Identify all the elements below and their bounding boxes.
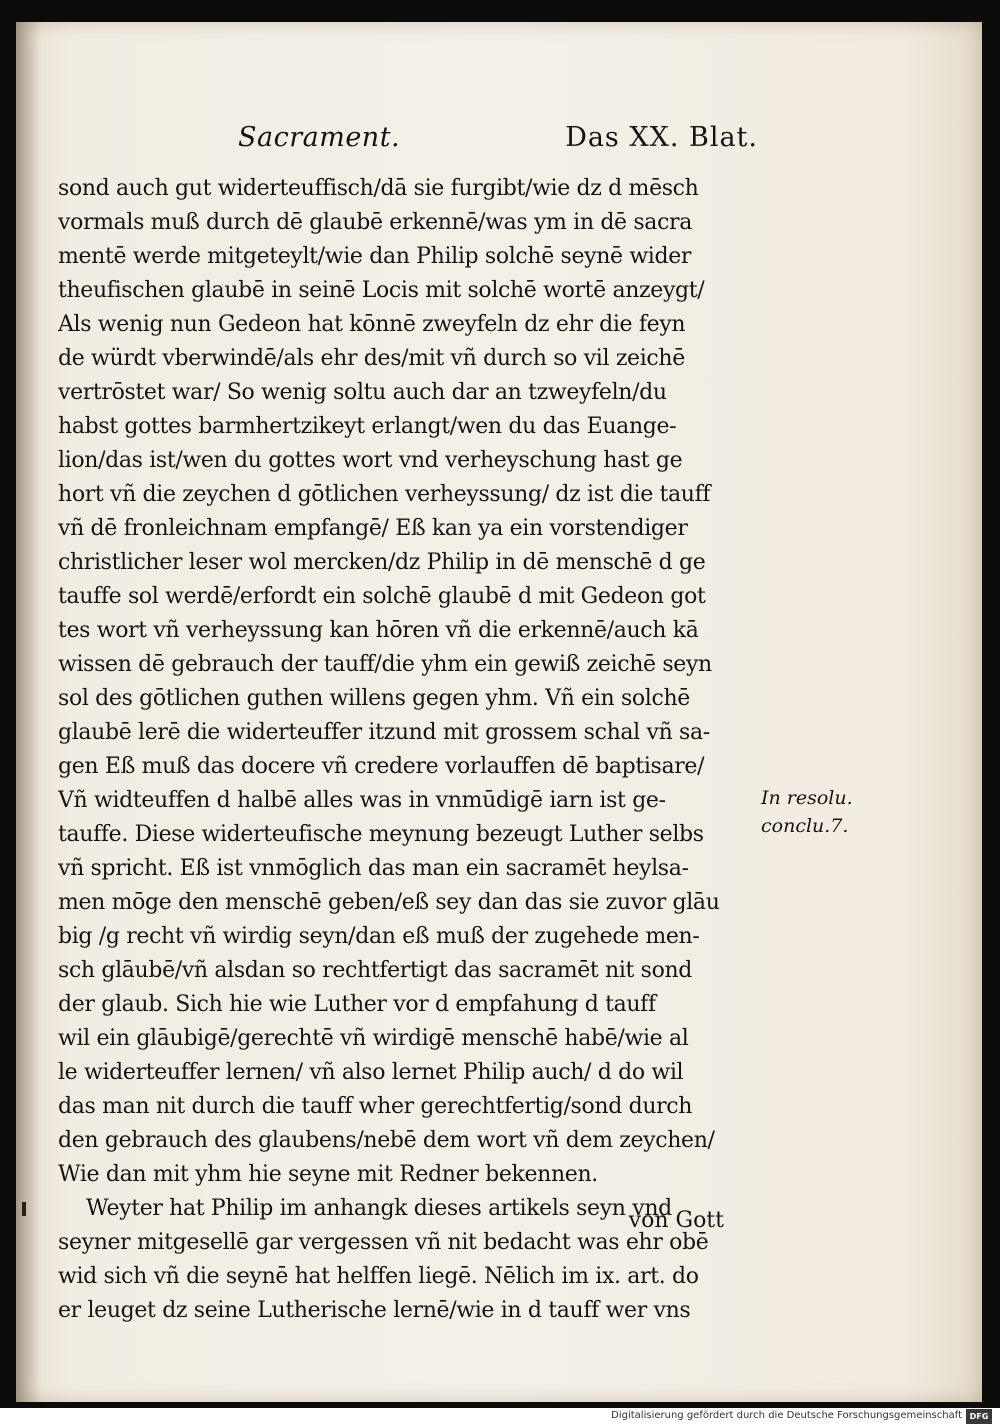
text-line: le widerteuffer lernen/ vñ also lernet Philip auch/ d do wil bbox=[58, 1060, 684, 1085]
gutter-shadow bbox=[16, 22, 42, 1402]
text-line: gen Eß muß das docere vñ credere vorlauffen dē baptisare/ bbox=[58, 754, 705, 779]
text-line: vñ dē fronleichnam empfangē/ Eß kan ya ein vorstendiger bbox=[58, 516, 688, 541]
footer-bar bbox=[0, 1408, 1000, 1427]
text-line: wissen dē gebrauch der tauff/die yhm ein gewiß zeichē seyn bbox=[58, 652, 712, 677]
text-line: habst gottes barmhertzikeyt erlangt/wen du das Euange- bbox=[58, 414, 677, 439]
text-line: de würdt vberwindē/als ehr des/mit vñ durch so vil zeichē bbox=[58, 346, 685, 371]
funding-credit: Digitalisierung gefördert durch die Deutsche Forschungsgemeinschaft bbox=[611, 1410, 962, 1421]
text-line: hort vñ die zeychen d gōtlichen verheyssung/ dz ist die tauff bbox=[58, 482, 711, 507]
text-line: er leuget dz seine Lutherische lernē/wie in d tauff wer vns bbox=[58, 1298, 691, 1323]
header-title: Sacrament. bbox=[238, 122, 401, 153]
text-line: seyner mitgesellē gar vergessen vñ nit bedacht was ehr obē bbox=[58, 1230, 709, 1255]
text-line: Vñ widteuffen d halbē alles was in vnmūdigē iarn ist ge- bbox=[58, 788, 666, 813]
text-line: mentē werde mitgeteylt/wie dan Philip solchē seynē wider bbox=[58, 244, 692, 269]
text-line: glaubē lerē die widerteuffer itzund mit grossem schal vñ sa- bbox=[58, 720, 710, 745]
text-line: wid sich vñ die seynē hat helffen liegē. Nēlich im ix. art. do bbox=[58, 1264, 699, 1289]
text-line: Als wenig nun Gedeon hat kōnnē zweyfeln dz ehr die feyn bbox=[58, 312, 686, 337]
running-header bbox=[238, 122, 758, 162]
paragraph-start-line: Weyter hat Philip im anhangk dieses artikels seyn vnd bbox=[86, 1196, 672, 1221]
marginal-note-line: conclu.7. bbox=[761, 815, 849, 837]
text-line: tauffe sol werdē/erfordt ein solchē glaubē d mit Gedeon got bbox=[58, 584, 706, 609]
text-line: theufischen glaubē in seinē Locis mit solchē wortē anzeygt/ bbox=[58, 278, 705, 303]
catchword: von Gott bbox=[628, 1208, 724, 1233]
text-line: vormals muß durch dē glaubē erkennē/was ym in dē sacra bbox=[58, 210, 692, 235]
text-line: sond auch gut widerteuffisch/dā sie furgibt/wie dz d mēsch bbox=[58, 176, 699, 201]
dfg-logo: DFG bbox=[966, 1409, 992, 1424]
text-line: der glaub. Sich hie wie Luther vor d empfahung d tauff bbox=[58, 992, 656, 1017]
marginal-note bbox=[761, 784, 891, 840]
body-text bbox=[58, 172, 758, 1328]
text-line: men mōge den menschē geben/eß sey dan das sie zuvor glāu bbox=[58, 890, 720, 915]
margin-mark bbox=[22, 1202, 26, 1216]
text-line: sch glāubē/vñ alsdan so rechtfertigt das sacramēt nit sond bbox=[58, 958, 693, 983]
text-line: Wie dan mit yhm hie seyne mit Redner bekennen. bbox=[58, 1162, 598, 1187]
text-line: vertrōstet war/ So wenig soltu auch dar an tzweyfeln/du bbox=[58, 380, 667, 405]
text-line: das man nit durch die tauff wher gerechtfertig/sond durch bbox=[58, 1094, 693, 1119]
text-line: wil ein glāubigē/gerechtē vñ wirdigē menschē habē/wie al bbox=[58, 1026, 689, 1051]
text-line: vñ spricht. Eß ist vnmōglich das man ein sacramēt heylsa- bbox=[58, 856, 689, 881]
marginal-note-line: In resolu. bbox=[761, 787, 853, 809]
text-line: lion/das ist/wen du gottes wort vnd verheyschung hast ge bbox=[58, 448, 683, 473]
text-line: den gebrauch des glaubens/nebē dem wort vñ dem zeychen/ bbox=[58, 1128, 715, 1153]
header-folio: Das XX. Blat. bbox=[565, 122, 758, 153]
text-line: tes wort vñ verheyssung kan hōren vñ die erkennē/auch kā bbox=[58, 618, 699, 643]
book-page bbox=[16, 22, 982, 1402]
text-line: tauffe. Diese widerteufische meynung bezeugt Luther selbs bbox=[58, 822, 704, 847]
text-line: christlicher leser wol mercken/dz Philip in dē menschē d ge bbox=[58, 550, 706, 575]
text-line: big /g recht vñ wirdig seyn/dan eß muß der zugehede men- bbox=[58, 924, 700, 949]
text-line: sol des gōtlichen guthen willens gegen yhm. Vñ ein solchē bbox=[58, 686, 690, 711]
